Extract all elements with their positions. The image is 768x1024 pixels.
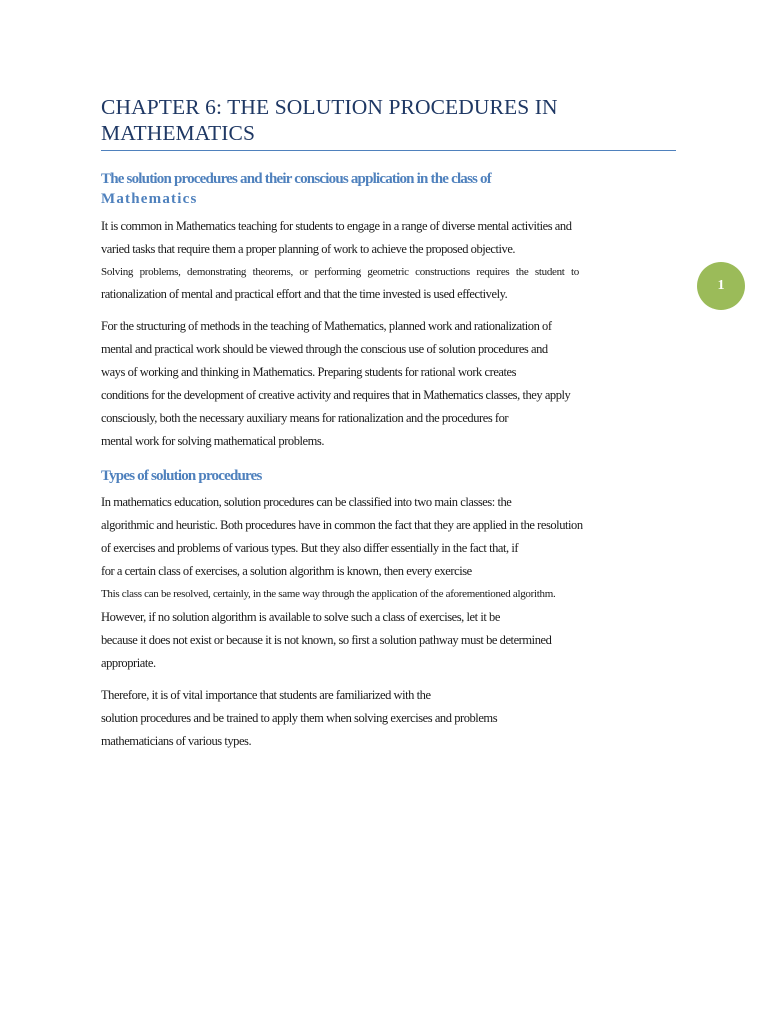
chapter-title: CHAPTER 6: THE SOLUTION PROCEDURES IN MATHEMATICS: [101, 95, 558, 145]
paragraph-line: However, if no solution algorithm is available to solve such a class of exercises, let it be: [101, 610, 500, 624]
paragraph-line: mathematicians of various types.: [101, 734, 252, 748]
page-number: 1: [717, 278, 725, 293]
paragraph-line: rationalization of mental and practical effort and that the time invested is used effectively.: [101, 287, 508, 301]
paragraph-line: In mathematics education, solution procedures can be classified into two main classes: the: [101, 495, 512, 509]
paragraph-line: mental work for solving mathematical problems.: [101, 434, 324, 448]
paragraph-line: solution procedures and be trained to apply them when solving exercises and problems: [101, 711, 498, 725]
paragraph-line: mental and practical work should be viewed through the conscious use of solution procedures and: [101, 342, 548, 356]
paragraph-line: for a certain class of exercises, a solution algorithm is known, then every exercise: [101, 564, 472, 578]
paragraph-line: consciously, both the necessary auxiliary means for rationalization and the procedures for: [101, 411, 509, 425]
paragraph-line: conditions for the development of creative activity and requires that in Mathematics classes, they apply: [101, 388, 571, 402]
paragraph-line: varied tasks that require them a proper planning of work to achieve the proposed objective.: [101, 242, 516, 256]
paragraph-line: It is common in Mathematics teaching for students to engage in a range of diverse mental activities and: [101, 219, 572, 233]
section-heading-solution-procedures: The solution procedures and their conscious application in the class of: [101, 171, 491, 187]
paragraph-line: appropriate.: [101, 656, 156, 670]
paragraph-line: because it does not exist or because it is not known, so first a solution pathway must be determined: [101, 633, 552, 647]
paragraph-line: of exercises and problems of various types. But they also differ essentially in the fact that, if: [101, 541, 519, 555]
paragraph-line: This class can be resolved, certainly, in the same way through the application of the aforementioned algorithm.: [101, 588, 556, 600]
paragraph-line: For the structuring of methods in the teaching of Mathematics, planned work and rationalization of: [101, 319, 552, 333]
paragraph-line: ways of working and thinking in Mathematics. Preparing students for rational work creates: [101, 365, 517, 379]
title-divider: [101, 150, 676, 151]
section-heading-types: Types of solution procedures: [101, 468, 262, 484]
paragraph-line: Solving problems, demonstrating theorems, or performing geometric constructions requires the student to: [101, 266, 579, 278]
section-heading-mathematics: Mathematics: [101, 191, 198, 207]
page-number-badge: [697, 262, 745, 310]
paragraph-line: Therefore, it is of vital importance that students are familiarized with the: [101, 688, 431, 702]
paragraph-line: algorithmic and heuristic. Both procedures have in common the fact that they are applied in the resolution: [101, 518, 583, 532]
